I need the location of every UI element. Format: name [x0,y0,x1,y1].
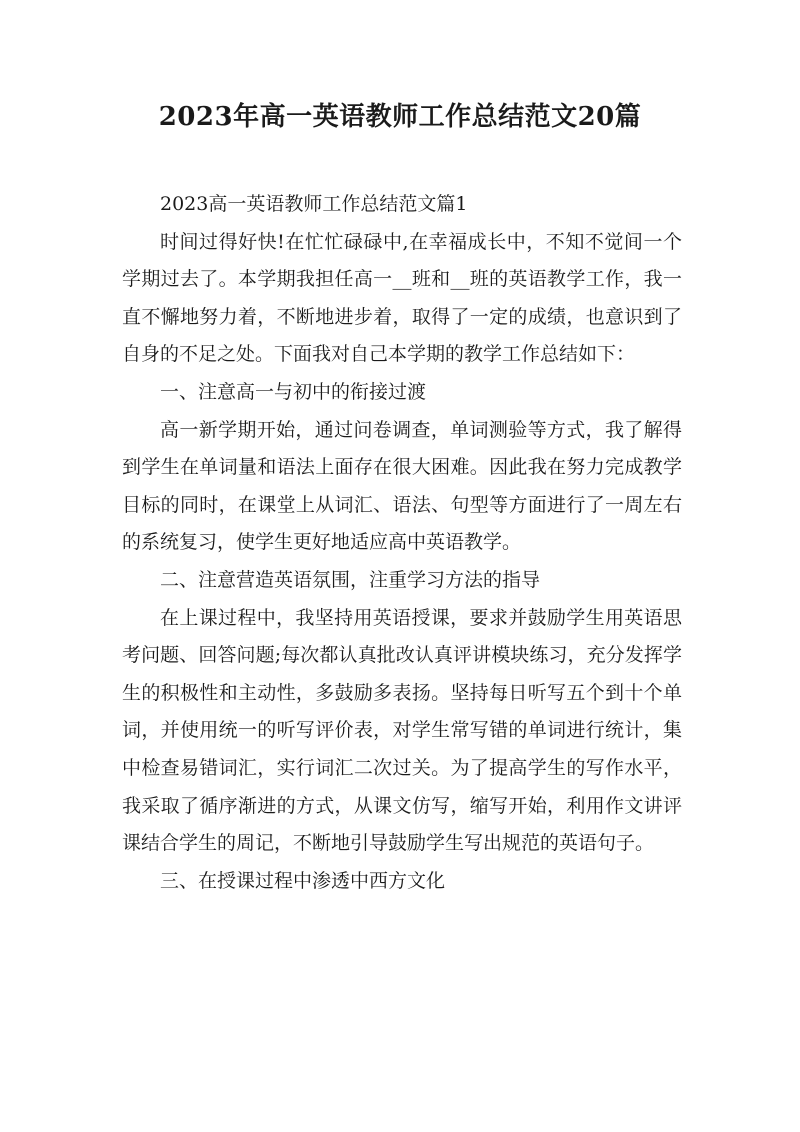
document-body [122,186,682,900]
body-paragraph-transition: 高一新学期开始，通过问卷调查，单词测验等方式，我了解得到学生在单词量和语法上面存在很大困难。因此我在努力完成教学目标的同时，在课堂上从词汇、语法、句型等方面进行了一周左右的系统复习，使学生更好地适应高中英语教学。 [122,418,682,554]
body-paragraph-intro: 时间过得好快!在忙忙碌碌中,在幸福成长中，不知不觉间一个学期过去了。本学期我担任高一__班和__班的英语教学工作，我一直不懈地努力着，不断地进步着，取得了一定的成绩，也意识到了自身的不足之处。下面我对自己本学期的教学工作总结如下： [122,230,682,366]
body-paragraph-atmosphere: 在上课过程中，我坚持用英语授课，要求并鼓励学生用英语思考问题、回答问题;每次都认真批改认真评讲模块练习，充分发挥学生的积极性和主动性，多鼓励多表扬。坚持每日听写五个到十个单词，并使用统一的听写评价表，对学生常写错的单词进行统计，集中检查易错词汇，实行词汇二次过关。为了提高学生的写作水平，我采取了循序渐进的方式，从课文仿写，缩写开始，利用作文讲评课结合学生的周记，不断地引导鼓励学生写出规范的英语句子。 [122,606,682,855]
section-heading-atmosphere: 二、注意营造英语氛围，注重学习方法的指导 [160,568,541,591]
section-heading-transition: 一、注意高一与初中的衔接过渡 [160,380,427,403]
section-heading-article-1: 2023高一英语教师工作总结范文篇1 [160,193,468,215]
document-title: 2023年高一英语教师工作总结范文20篇 [158,102,642,132]
section-heading-culture: 三、在授课过程中渗透中西方文化 [160,869,446,892]
